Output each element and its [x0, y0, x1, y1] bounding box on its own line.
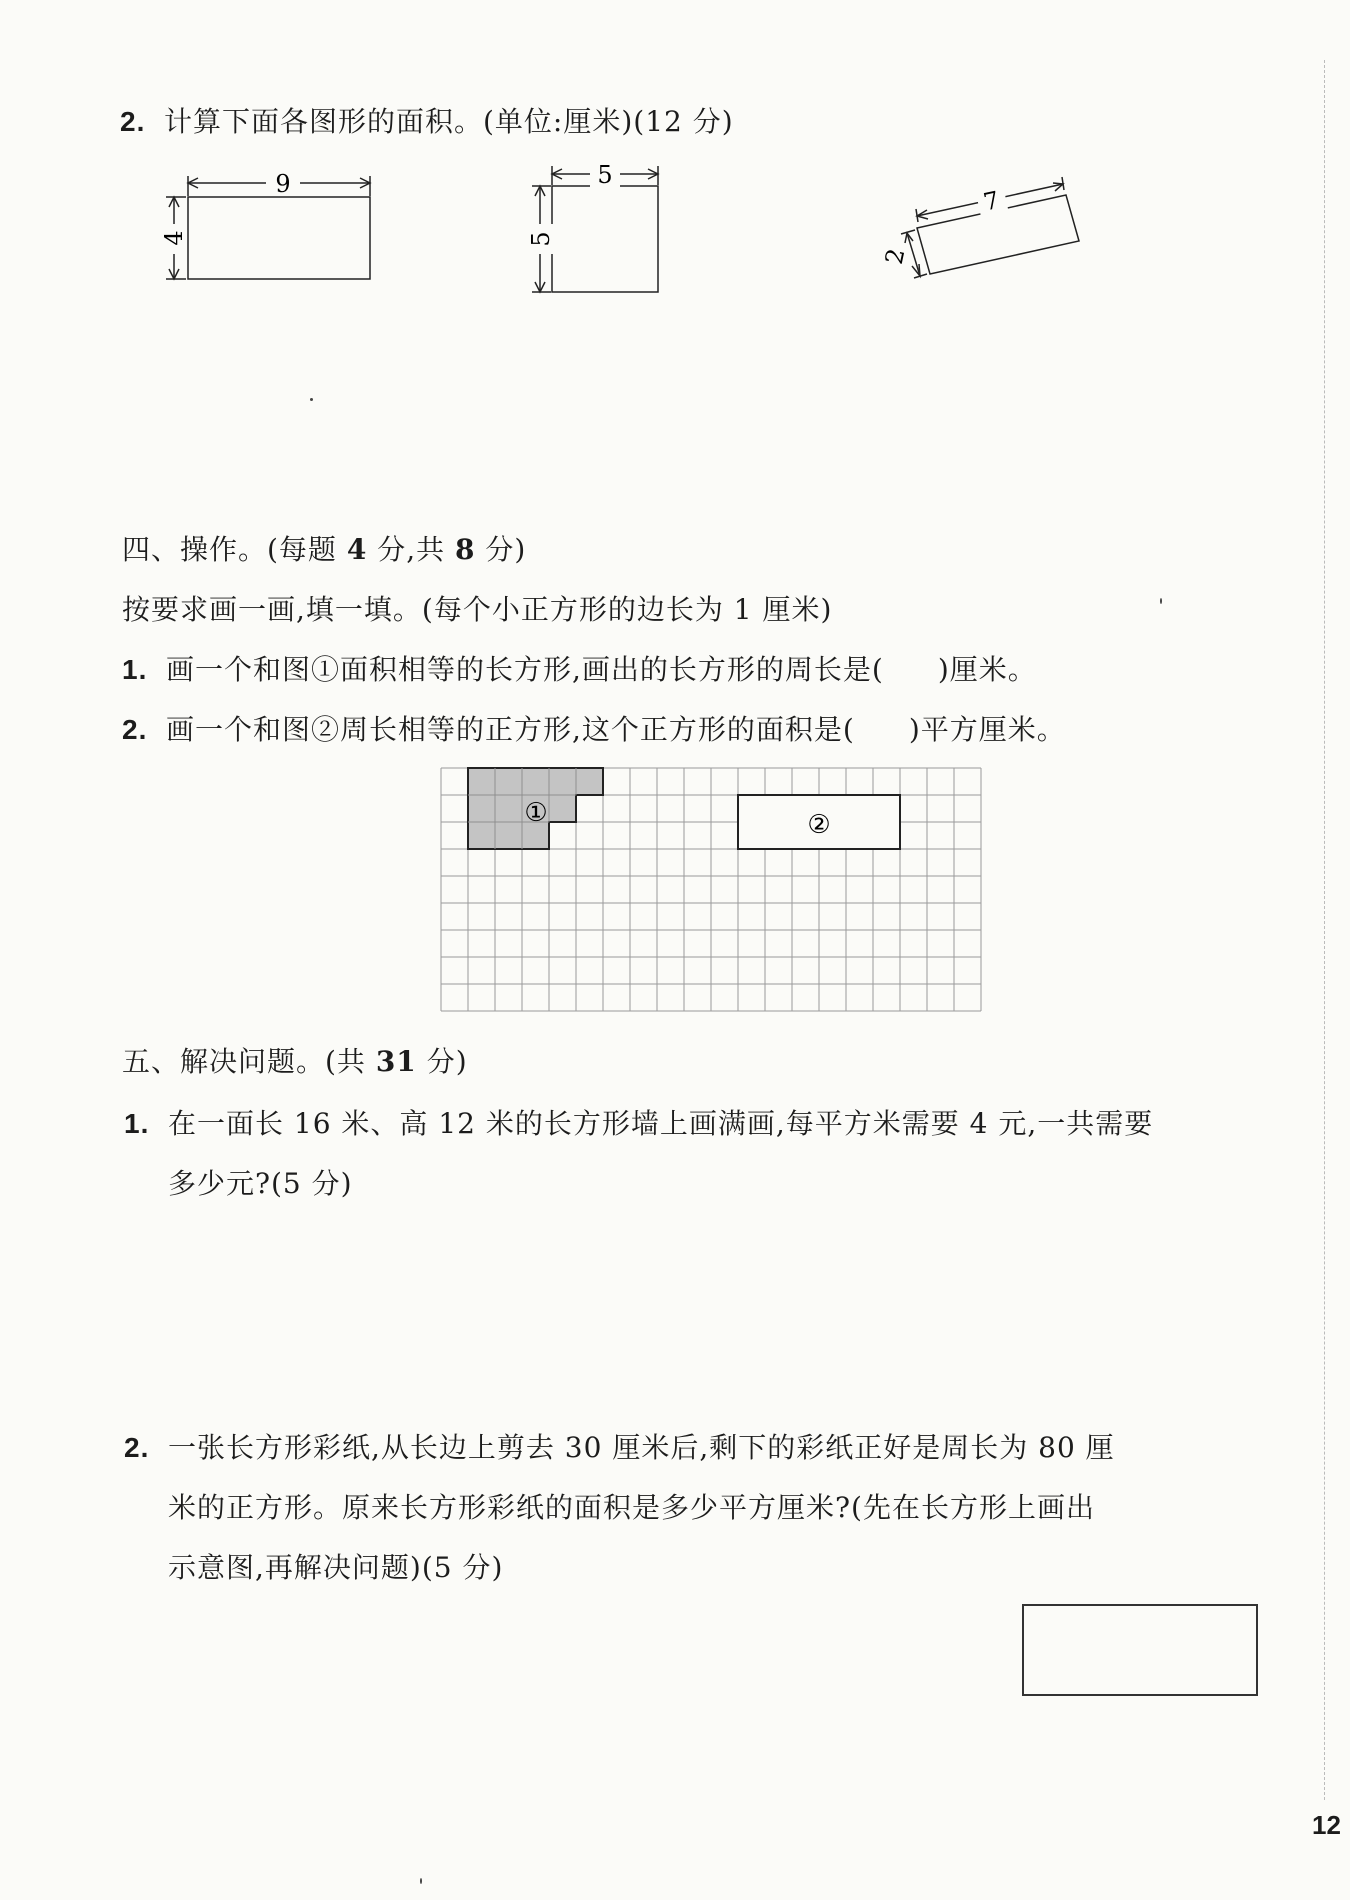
heading-text-end: 分)	[416, 1045, 468, 1078]
heading-text: 四、操作。(每题	[122, 533, 347, 566]
speck	[420, 1878, 422, 1884]
shape-2-label: ②	[807, 810, 831, 840]
question-number: 2.	[124, 1432, 150, 1463]
page-number: 12	[1312, 1810, 1341, 1840]
question-text-end: )平方厘米。	[908, 713, 1066, 746]
heading-text-end: 分)	[475, 533, 527, 566]
heading-total: 31	[375, 1045, 417, 1078]
label-5-height: 5	[527, 231, 555, 247]
section-5-q1	[124, 1102, 1153, 1142]
question-number: 1.	[122, 654, 148, 685]
label-4: 4	[160, 230, 188, 246]
sketch-rectangle[interactable]	[1022, 1604, 1258, 1696]
question-text: 一张长方形彩纸,从长边上剪去 30 厘米后,剩下的彩纸正好是周长为 80 厘	[168, 1431, 1115, 1464]
section-4-instruction: 按要求画一画,填一填。(每个小正方形的边长为 1 厘米)	[122, 593, 833, 626]
section-5-heading	[122, 1040, 468, 1080]
heading-total: 8	[455, 533, 476, 566]
question-text: 画一个和图②周长相等的正方形,这个正方形的面积是(	[166, 713, 855, 746]
question-number: 2.	[120, 106, 146, 137]
question-text: 在一面长 16 米、高 12 米的长方形墙上画满画,每平方米需要 4 元,一共需要	[168, 1107, 1154, 1140]
label-7: 7	[980, 185, 1002, 217]
section-5-q2	[124, 1426, 1115, 1466]
section-5-q2-cont: 米的正方形。原来长方形彩纸的面积是多少平方厘米?(先在长方形上画出	[168, 1491, 1095, 1524]
question-text: 画一个和图①面积相等的长方形,画出的长方形的周长是(	[166, 653, 884, 686]
label-9: 9	[275, 170, 291, 198]
heading-points: 4	[346, 533, 368, 566]
section-5-q1-cont: 多少元?(5 分)	[168, 1167, 353, 1200]
section-5-q2-cont2: 示意图,再解决问题)(5 分)	[168, 1551, 504, 1584]
question-number: 2.	[122, 714, 148, 745]
margin-rule	[1324, 60, 1325, 1800]
heading-text: 五、解决问题。(共	[122, 1045, 376, 1078]
label-5-width: 5	[597, 161, 613, 189]
label-2: 2	[879, 245, 911, 267]
shape-1-label: ①	[524, 798, 548, 828]
question-number: 1.	[124, 1108, 150, 1139]
question-text: 计算下面各图形的面积。(单位:厘米)(12 分)	[164, 105, 734, 138]
question-text-end: )厘米。	[937, 653, 1037, 686]
heading-text-mid: 分,共	[367, 533, 456, 566]
